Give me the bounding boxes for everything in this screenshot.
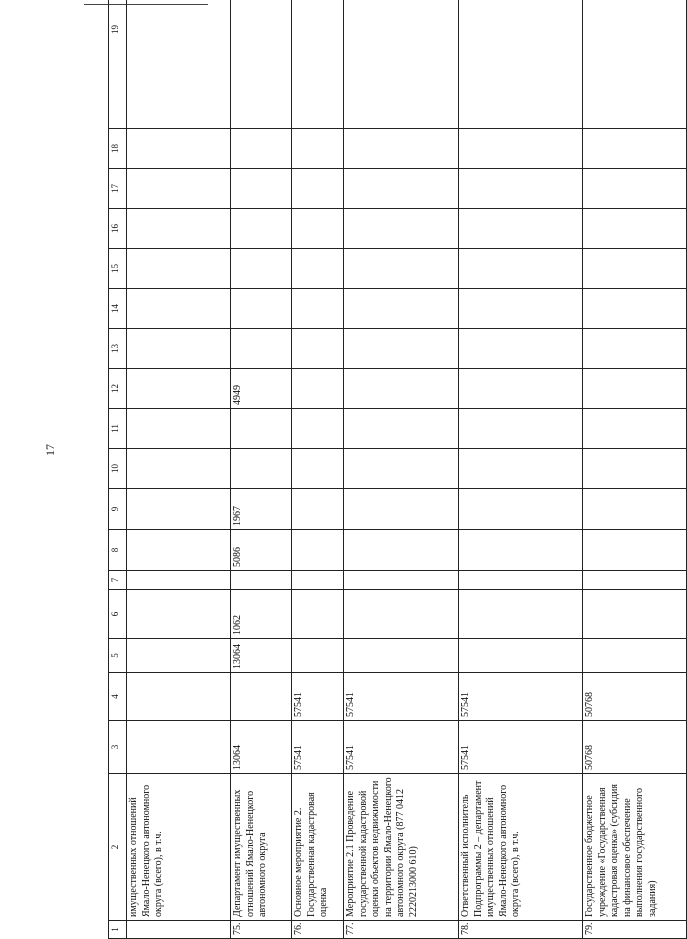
value-cell-16 [127,209,231,249]
value-cell-9 [344,489,459,530]
value-cell-13 [459,329,583,369]
value-cell-17 [459,169,583,209]
column-header-11: 11 [109,409,127,449]
value-cell-12 [583,369,687,409]
value-cell-11 [459,409,583,449]
value-cell-8 [459,530,583,571]
row-name-cell: Департамент имущественных отношений Ямало-Ненецкого автономного округа [231,774,292,921]
value-cell-15 [344,249,459,289]
value-cell-16 [583,209,687,249]
value-cell-8 [127,530,231,571]
column-header-14: 14 [109,289,127,329]
value-cell-18 [127,129,231,169]
value-cell-6 [583,590,687,639]
value-cell-15 [583,249,687,289]
column-header-18: 18 [109,129,127,169]
value-cell-9 [583,489,687,530]
value-cell-16 [292,209,344,249]
value-cell-17 [292,169,344,209]
value-cell-6 [344,590,459,639]
value-cell-16 [231,209,292,249]
row-name-cell: Ответственный исполнитель Подпрограммы 2 – департамент имущественных отношений Ямало-Ненецкого автономного округа (всего), в т.ч. [459,774,583,921]
value-cell-4: 50768 [583,673,687,721]
row-number-cell: 79. [583,921,687,939]
column-header-17: 17 [109,169,127,209]
value-cell-15 [459,249,583,289]
value-cell-11 [231,409,292,449]
page-number: 17 [43,444,57,456]
column-header-1: 1 [109,921,127,939]
table-row [459,0,583,939]
value-cell-10 [459,449,583,489]
value-cell-5 [127,639,231,673]
value-cell-10 [127,449,231,489]
column-header-15: 15 [109,249,127,289]
value-cell-9 [127,489,231,530]
value-cell-3 [127,721,231,774]
value-cell-14 [231,289,292,329]
value-cell-7 [459,571,583,590]
value-cell-12 [459,369,583,409]
value-cell-9 [292,489,344,530]
value-cell-5 [583,639,687,673]
value-cell-4: 57541 [459,673,583,721]
value-cell-13 [583,329,687,369]
row-name-cell: имущественных отношений Ямало-Ненецкого автономного округа (всего), в т.ч. [127,774,231,921]
value-cell-6 [127,590,231,639]
value-cell-14 [127,289,231,329]
value-cell-5: 13064 [231,639,292,673]
value-cell-6 [459,590,583,639]
value-cell-8: 5086 [231,530,292,571]
row-number-cell: 78. [459,921,583,939]
value-cell-13 [231,329,292,369]
value-cell-18 [344,129,459,169]
table-row [583,0,687,939]
value-cell-4: 57541 [344,673,459,721]
value-cell-5 [344,639,459,673]
value-cell-16 [459,209,583,249]
value-cell-7 [127,571,231,590]
column-header-7: 7 [109,571,127,590]
value-cell-13 [292,329,344,369]
value-cell-4: 57541 [292,673,344,721]
value-cell-11 [127,409,231,449]
column-header-8: 8 [109,530,127,571]
value-cell-6: 1062 [231,590,292,639]
value-cell-15 [231,249,292,289]
value-cell-15 [127,249,231,289]
column-header-6: 6 [109,590,127,639]
column-header-4: 4 [109,673,127,721]
column-header-16: 16 [109,209,127,249]
row-number-cell [127,921,231,939]
table-row [344,0,459,939]
value-cell-3: 57541 [344,721,459,774]
value-cell-19 [344,0,459,129]
value-cell-3: 13064 [231,721,292,774]
value-cell-8 [292,530,344,571]
value-cell-7 [231,571,292,590]
value-cell-17 [583,169,687,209]
row-name-cell: Мероприятие 2.1 Проведение государственной кадастровой оценки объектов недвижимости на территории Ямало-Ненецкого автономного округа (877 0412 2220213000 610) [344,774,459,921]
value-cell-18 [292,129,344,169]
value-cell-3: 57541 [459,721,583,774]
column-header-13: 13 [109,329,127,369]
value-cell-10 [231,449,292,489]
column-header-5: 5 [109,639,127,673]
value-cell-13 [344,329,459,369]
value-cell-12 [344,369,459,409]
column-header-row [109,0,127,939]
value-cell-11 [583,409,687,449]
value-cell-17 [127,169,231,209]
value-cell-14 [459,289,583,329]
row-name-cell: Государственное бюджетное учреждение «Государственная кадастровая оценка» (субсидия на финансовое обеспечение выполнения государственного задания) [583,774,687,921]
table-row [292,0,344,939]
value-cell-7 [583,571,687,590]
value-cell-19 [127,0,231,129]
value-cell-10 [292,449,344,489]
value-cell-8 [344,530,459,571]
value-cell-5 [459,639,583,673]
value-cell-4 [127,673,231,721]
row-number-cell: 77. [344,921,459,939]
value-cell-6 [292,590,344,639]
value-cell-10 [583,449,687,489]
value-cell-18 [231,129,292,169]
table-body [109,0,687,939]
value-cell-3: 57541 [292,721,344,774]
value-cell-7 [292,571,344,590]
value-cell-18 [583,129,687,169]
value-cell-13 [127,329,231,369]
row-number-cell: 76. [292,921,344,939]
value-cell-3: 50768 [583,721,687,774]
table-row [231,0,292,939]
budget-table-frame [108,25,658,939]
value-cell-12 [292,369,344,409]
value-cell-17 [344,169,459,209]
row-number-cell: 75. [231,921,292,939]
column-header-9: 9 [109,489,127,530]
value-cell-14 [292,289,344,329]
value-cell-14 [583,289,687,329]
value-cell-19 [231,0,292,129]
column-header-19: 19 [109,0,127,129]
value-cell-10 [344,449,459,489]
value-cell-5 [292,639,344,673]
value-cell-18 [459,129,583,169]
value-cell-12: 4949 [231,369,292,409]
value-cell-14 [344,289,459,329]
value-cell-11 [344,409,459,449]
value-cell-12 [127,369,231,409]
value-cell-19 [292,0,344,129]
value-cell-16 [344,209,459,249]
value-cell-9: 1967 [231,489,292,530]
row-name-cell: Основное мероприятие 2. Государственная кадастровая оценка [292,774,344,921]
column-header-2: 2 [109,774,127,921]
value-cell-7 [344,571,459,590]
value-cell-4 [231,673,292,721]
value-cell-9 [459,489,583,530]
column-header-12: 12 [109,369,127,409]
value-cell-19 [583,0,687,129]
column-header-10: 10 [109,449,127,489]
value-cell-17 [231,169,292,209]
value-cell-11 [292,409,344,449]
value-cell-15 [292,249,344,289]
value-cell-8 [583,530,687,571]
table-row [127,0,231,939]
value-cell-19 [459,0,583,129]
budget-table [108,0,687,939]
column-header-3: 3 [109,721,127,774]
